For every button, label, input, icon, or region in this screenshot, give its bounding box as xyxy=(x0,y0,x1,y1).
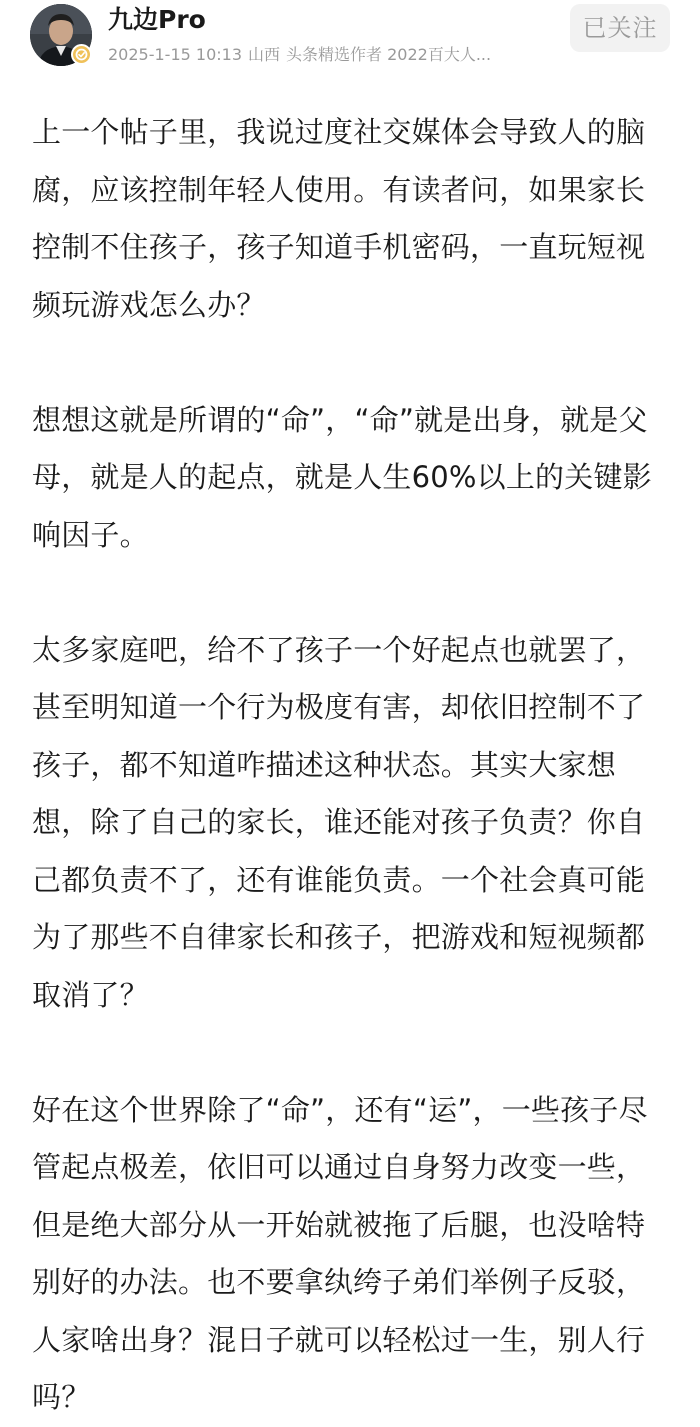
post-paragraph: 好在这个世界除了“命”，还有“运”，一些孩子尽管起点极差，依旧可以通过自身努力改变一些，但是绝大部分从一开始就被拖了后腿，也没啥特别好的办法。也不要拿纨绔子弟们举例子反驳，人家啥出身？混日子就可以轻松过一生，别人行吗？ xyxy=(32,1092,648,1414)
post-paragraph: 太多家庭吧，给不了孩子一个好起点也就罢了，甚至明知道一个行为极度有害，却依旧控制不了孩子，都不知道咋描述这种状态。其实大家想想，除了自己的家长，谁还能对孩子负责？你自己都负责不了，还有谁能负责。一个社会真可能为了那些不自律家长和孩子，把游戏和短视频都取消了？ xyxy=(32,632,646,1012)
post-paragraph: 想想这就是所谓的“命”，“命”就是出身，就是父母，就是人的起点，就是人生60%以上的关键影响因子。 xyxy=(32,402,652,552)
author-name[interactable]: 九边Pro xyxy=(108,5,206,34)
author-tags: 头条精选作者 2022百大人... xyxy=(286,45,492,64)
post-meta xyxy=(108,42,548,68)
post-body xyxy=(32,104,672,1427)
post-header xyxy=(0,0,700,80)
post-date: 2025-1-15 10:13 xyxy=(108,45,242,64)
verified-badge-icon xyxy=(71,44,92,65)
post-location: 山西 xyxy=(248,45,281,64)
post-paragraph: 上一个帖子里，我说过度社交媒体会导致人的脑腐，应该控制年轻人使用。有读者问，如果家长控制不住孩子，孩子知道手机密码，一直玩短视频玩游戏怎么办？ xyxy=(32,115,646,322)
follow-button[interactable]: 已关注 xyxy=(570,4,670,52)
